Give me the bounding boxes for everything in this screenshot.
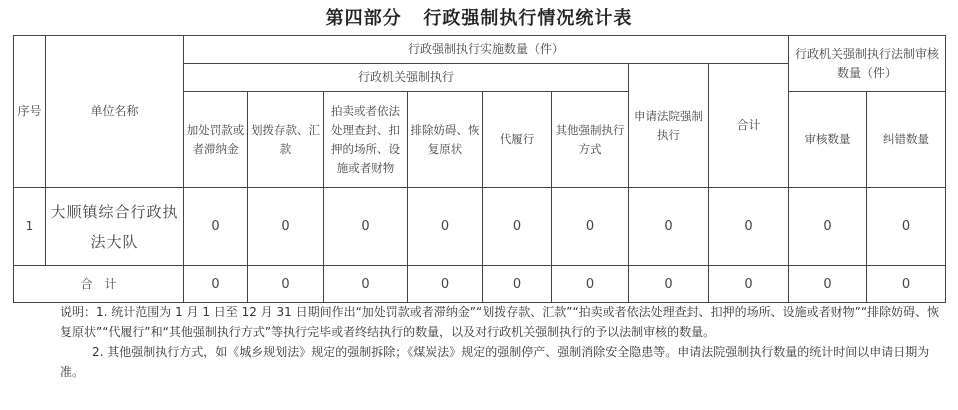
total-court-exec: 0 [629,266,709,303]
total-total: 0 [709,266,789,303]
total-remove-obstruction: 0 [408,266,483,303]
header-proxy: 代履行 [483,92,552,188]
total-proxy: 0 [483,266,552,303]
cell-total: 0 [709,188,789,266]
header-transfer: 划拨存款、汇款 [248,92,324,188]
header-agency-exec: 行政机关强制执行 [184,64,629,92]
cell-proxy: 0 [483,188,552,266]
header-review-count: 行政机关强制执行法制审核数量（件） [789,36,946,92]
total-row [14,266,946,303]
header-remove-obstruction: 排除妨碍、恢复原状 [408,92,483,188]
header-court-exec: 申请法院强制执行 [629,64,709,188]
header-correction-quantity: 纠错数量 [867,92,946,188]
cell-fine: 0 [184,188,248,266]
cell-transfer: 0 [248,188,324,266]
header-other-method: 其他强制执行方式 [552,92,629,188]
total-other-method: 0 [552,266,629,303]
header-row-1 [14,36,946,64]
header-exec-count: 行政强制执行实施数量（件） [184,36,789,64]
row-seq: 1 [14,188,46,266]
row-unit-name: 大顺镇综合行政执法大队 [46,188,184,266]
page-title: 第四部分 行政强制执行情况统计表 [325,8,633,29]
cell-remove-obstruction: 0 [408,188,483,266]
cell-auction: 0 [324,188,408,266]
total-review-quantity: 0 [789,266,867,303]
note-1: 说明：1. 统计范围为 1 月 1 日至 12 月 31 日期间作出“加处罚款或者滞纳金”“划拨存款、汇款”“拍卖或者依法处理查封、扣押的场所、设施或者财物”“排除妨碍、恢复原状”“代履行”和“其他强制执行方式”等执行完毕或者终结执行的数量，以及对行政机关强制执行的予以法制审核的数量。 [60,305,940,339]
total-transfer: 0 [248,266,324,303]
total-fine: 0 [184,266,248,303]
total-auction: 0 [324,266,408,303]
cell-correction-quantity: 0 [867,188,946,266]
note-2: 2. 其他强制执行方式，如《城乡规划法》规定的强制拆除；《煤炭法》规定的强制停产、强制消除安全隐患等。申请法院强制执行数量的统计时间以申请日期为准。 [60,345,930,379]
total-correction-quantity: 0 [867,266,946,303]
header-unit-name: 单位名称 [46,36,184,188]
table-row [14,188,946,266]
cell-other-method: 0 [552,188,629,266]
statistics-table [13,35,946,303]
header-seq: 序号 [14,36,46,188]
cell-review-quantity: 0 [789,188,867,266]
cell-court-exec: 0 [629,188,709,266]
header-review-quantity: 审核数量 [789,92,867,188]
notes-section [60,302,940,382]
total-label: 合 计 [14,266,184,303]
header-fine: 加处罚款或者滞纳金 [184,92,248,188]
header-total: 合计 [709,64,789,188]
header-auction: 拍卖或者依法处理查封、扣押的场所、设施或者财物 [324,92,408,188]
